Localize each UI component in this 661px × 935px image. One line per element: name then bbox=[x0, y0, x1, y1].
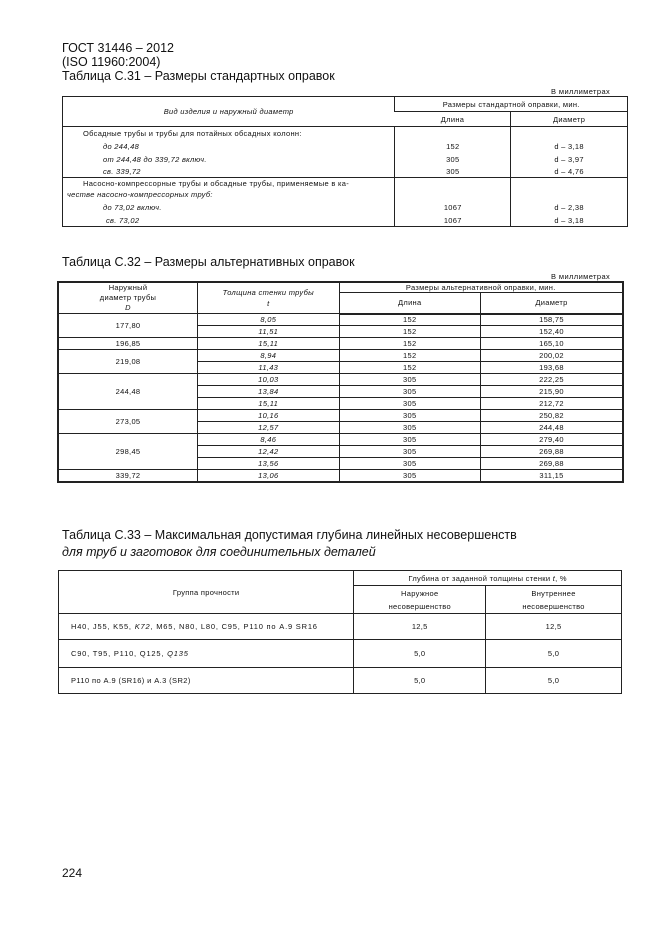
table-c32 bbox=[57, 281, 624, 483]
table-cell-length: 152 bbox=[339, 314, 480, 326]
table-cell-diameter: 212,72 bbox=[480, 398, 623, 410]
table-cell-pipe-diameter: 219,08 bbox=[58, 350, 198, 374]
table-cell-length: 305 bbox=[339, 446, 480, 458]
table-cell-pipe-diameter: 244,48 bbox=[58, 374, 198, 410]
table-c31-group-tubing: Насосно-компрессорные трубы и обсадные трубы, применяемые в ка- bbox=[63, 178, 395, 189]
doc-header bbox=[62, 41, 174, 69]
table-c33-title bbox=[62, 527, 517, 561]
table-cell-length: 1067 bbox=[395, 215, 511, 227]
table-c31-head-product: Вид изделия и наружный диаметр bbox=[63, 97, 395, 127]
table-c32-unit: В миллиметрах bbox=[551, 272, 611, 281]
table-cell-thickness: 15,11 bbox=[198, 338, 340, 350]
page-number: 224 bbox=[62, 866, 83, 880]
table-cell-diameter: 279,40 bbox=[480, 434, 623, 446]
row-text: C90, T95, P110, Q125, bbox=[71, 649, 168, 658]
table-cell-thickness: 15,11 bbox=[198, 398, 340, 410]
head-line: диаметр трубы bbox=[99, 293, 157, 302]
table-c32-title: Таблица С.32 – Размеры альтернативных оправок bbox=[62, 255, 355, 269]
table-row-label: от 244,48 до 339,72 включ. bbox=[103, 154, 207, 164]
table-cell-thickness: 10,16 bbox=[198, 410, 340, 422]
table-cell-thickness: 13,56 bbox=[198, 458, 340, 470]
table-cell-pipe-diameter: 177,80 bbox=[58, 314, 198, 338]
table-cell-length: 152 bbox=[339, 350, 480, 362]
table-cell-pipe-diameter: 196,85 bbox=[58, 338, 198, 350]
table-c33-head-inner bbox=[486, 586, 622, 614]
row-text: Q135 bbox=[167, 649, 189, 658]
table-cell-length: 152 bbox=[339, 362, 480, 374]
table-cell-diameter: 250,82 bbox=[480, 410, 623, 422]
head-text: , % bbox=[555, 573, 567, 583]
table-cell-inner: 5,0 bbox=[486, 668, 622, 694]
head-text-t: t bbox=[552, 573, 556, 583]
head-line: Наружное bbox=[401, 588, 439, 598]
table-c33-head-depth bbox=[354, 571, 622, 586]
table-c33 bbox=[58, 570, 622, 694]
table-cell-inner: 5,0 bbox=[486, 640, 622, 668]
iso-reference: (ISO 11960:2004) bbox=[62, 55, 161, 69]
table-cell-diameter: 165,10 bbox=[480, 338, 623, 350]
table-cell-diameter: 193,68 bbox=[480, 362, 623, 374]
table-row-strength-group bbox=[59, 614, 354, 640]
table-cell-outer: 5,0 bbox=[354, 668, 486, 694]
table-cell-diameter: 222,25 bbox=[480, 374, 623, 386]
table-cell-pipe-diameter: 339,72 bbox=[58, 470, 198, 482]
table-cell-length: 1067 bbox=[395, 200, 511, 215]
table-c31-title: Таблица С.31 – Размеры стандартных оправок bbox=[62, 69, 335, 83]
table-cell-diameter: 311,15 bbox=[480, 470, 623, 482]
table-cell-length: 152 bbox=[339, 326, 480, 338]
table-c31-group-tubing-cont: честве насосно-компрессорных труб: bbox=[67, 189, 213, 199]
table-c32-head-group: Размеры альтернативной оправки, мин. bbox=[339, 282, 623, 293]
row-text: , M65, N80, L80, C95, P110 по А.9 SR16 bbox=[150, 622, 318, 631]
table-c32-head-diameter bbox=[58, 282, 198, 314]
head-line: Наружный bbox=[108, 283, 148, 292]
table-row-label: до 244,48 bbox=[103, 141, 140, 151]
title-line: для труб и заготовок для соединительных деталей bbox=[62, 545, 376, 559]
table-cell-length: 305 bbox=[339, 398, 480, 410]
head-line: Внутреннее bbox=[531, 588, 576, 598]
table-cell-thickness: 13,06 bbox=[198, 470, 340, 482]
table-cell-thickness: 12,57 bbox=[198, 422, 340, 434]
table-cell-diameter: 269,88 bbox=[480, 446, 623, 458]
head-line: D bbox=[125, 303, 131, 312]
table-cell-diameter: d – 3,97 bbox=[511, 153, 628, 166]
table-c32-head-diameter-mandrel: Диаметр bbox=[480, 293, 623, 314]
table-row-strength-group bbox=[59, 640, 354, 668]
head-text: Глубина от заданной толщины стенки bbox=[408, 573, 553, 583]
table-cell-length: 305 bbox=[339, 410, 480, 422]
title-line: Таблица С.33 – Максимальная допустимая глубина линейных несовершенств bbox=[62, 528, 517, 542]
table-c31-unit: В миллиметрах bbox=[551, 87, 611, 96]
table-c31-head-group: Размеры стандартной оправки, мин. bbox=[395, 97, 628, 112]
table-cell-length: 305 bbox=[339, 386, 480, 398]
table-cell-length: 305 bbox=[339, 422, 480, 434]
table-cell-length: 152 bbox=[395, 140, 511, 153]
table-c33-head-strength-group: Группа прочности bbox=[59, 571, 354, 614]
table-cell-diameter: 244,48 bbox=[480, 422, 623, 434]
table-cell-thickness: 8,94 bbox=[198, 350, 340, 362]
head-line: t bbox=[267, 299, 270, 308]
table-cell-outer: 12,5 bbox=[354, 614, 486, 640]
table-cell-thickness: 8,46 bbox=[198, 434, 340, 446]
table-row-label: св. 339,72 bbox=[103, 166, 141, 176]
table-c32-head-length: Длина bbox=[339, 293, 480, 314]
table-cell-thickness: 10,03 bbox=[198, 374, 340, 386]
table-cell-thickness: 11,51 bbox=[198, 326, 340, 338]
table-cell-thickness: 12,42 bbox=[198, 446, 340, 458]
table-cell-pipe-diameter: 273,05 bbox=[58, 410, 198, 434]
table-cell-diameter: 269,88 bbox=[480, 458, 623, 470]
table-cell-diameter: d – 3,18 bbox=[511, 215, 628, 227]
head-line: несовершенство bbox=[522, 601, 585, 611]
table-cell-thickness: 11,43 bbox=[198, 362, 340, 374]
table-cell-length: 305 bbox=[339, 434, 480, 446]
table-c31-group-casing: Обсадные трубы и трубы для потайных обсадных колонн: bbox=[83, 128, 302, 138]
table-cell-diameter: 215,90 bbox=[480, 386, 623, 398]
table-cell-diameter: d – 2,38 bbox=[511, 200, 628, 215]
table-cell-thickness: 13,84 bbox=[198, 386, 340, 398]
table-cell-thickness: 8,05 bbox=[198, 314, 340, 326]
table-cell-length: 305 bbox=[339, 470, 480, 482]
table-row-strength-group: P110 по А.9 (SR16) и А.3 (SR2) bbox=[59, 668, 354, 694]
table-c31-head-diameter: Диаметр bbox=[511, 112, 628, 127]
table-c32-head-thickness bbox=[198, 282, 340, 314]
table-cell-length: 305 bbox=[339, 374, 480, 386]
table-cell-length: 152 bbox=[339, 338, 480, 350]
table-cell-length: 305 bbox=[339, 458, 480, 470]
table-row-label: до 73,02 включ. bbox=[103, 202, 162, 212]
table-c31-head-length: Длина bbox=[395, 112, 511, 127]
row-text: K72 bbox=[134, 622, 151, 631]
table-cell-diameter: 152,40 bbox=[480, 326, 623, 338]
table-cell-diameter: d – 4,76 bbox=[511, 166, 628, 178]
table-cell-outer: 5,0 bbox=[354, 640, 486, 668]
table-row-label: св. 73,02 bbox=[106, 215, 140, 225]
table-cell-diameter: d – 3,18 bbox=[511, 140, 628, 153]
table-c33-head-outer bbox=[354, 586, 486, 614]
head-line: несовершенство bbox=[388, 601, 451, 611]
table-cell-diameter: 158,75 bbox=[480, 314, 623, 326]
table-c31 bbox=[62, 96, 628, 227]
head-line: Толщина стенки трубы bbox=[222, 288, 314, 297]
row-text: H40, J55, K55, bbox=[71, 622, 135, 631]
table-cell-length: 305 bbox=[395, 153, 511, 166]
table-cell-pipe-diameter: 298,45 bbox=[58, 434, 198, 470]
table-cell-length: 305 bbox=[395, 166, 511, 178]
table-cell-inner: 12,5 bbox=[486, 614, 622, 640]
table-cell-diameter: 200,02 bbox=[480, 350, 623, 362]
standard-number: ГОСТ 31446 – 2012 bbox=[62, 41, 174, 55]
